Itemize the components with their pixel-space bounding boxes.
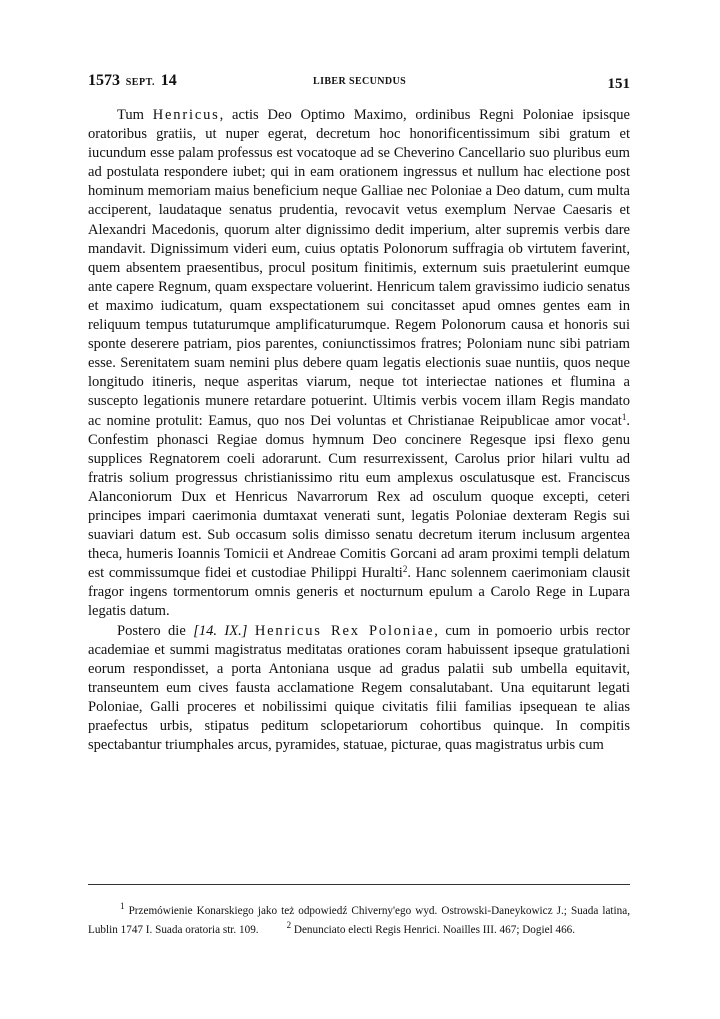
header-day: 14 — [160, 72, 177, 89]
footnote-2-mark: 2 — [286, 919, 292, 930]
running-header — [88, 72, 630, 94]
p1-text-1: Tum — [117, 107, 153, 123]
footnote-1-mark: 1 — [120, 901, 125, 911]
footnote-ref-1: 1 — [621, 411, 627, 422]
paragraph-2 — [88, 622, 630, 756]
header-year: 1573 — [88, 72, 120, 89]
footnote-divider — [88, 884, 630, 885]
p2-text-3: , cum in pomoerio urbis rector academiae et summi magistratus meditatas orationes coram habuissent ipseque gratulationi eorum respondisset, a porta Antoniana usque ad gradus palatii sub umbella equitavit, transeuntem eum cives fausta acclamatione Regem consalutabant. Una equitarunt legati Poloniae, Galli proceres et nobilissimi quique civitatis filii familias ipsequean te alias praefectus urbis, stipatus peditum sclopetariorum cohortibus quinque. In compitis spectabantur triumphales arcus, pyramides, statuae, picturae, quas magistratus urbis cum — [88, 622, 630, 754]
date-reference: [14. IX.] — [193, 622, 248, 639]
footnote-ref-2: 2 — [402, 564, 408, 575]
p2-text-1: Postero die — [117, 622, 194, 639]
header-title: LIBER SECUNDUS — [313, 76, 407, 87]
p2-text-2 — [247, 623, 254, 639]
main-text — [88, 106, 630, 755]
page-number: 151 — [607, 76, 630, 92]
name-henricus-rex: Henricus Rex Poloniae — [254, 622, 435, 639]
header-month: SEPT. — [125, 77, 156, 88]
name-henricus: Henricus — [152, 107, 220, 123]
footnote-2-text: Denunciato electi Regis Henrici. Noailles III. 467; Dogiel 466. — [293, 923, 576, 936]
footnote-1-text: Przemówienie Konarskiego jako też odpowiedź Chiverny'ego wyd. Ostrowski-Daneykowicz J.; Suada latina, Lublin 1747 I. Suada oratoria str. 109. — [88, 905, 631, 936]
footnotes — [88, 902, 630, 939]
header-date — [88, 72, 177, 90]
p1-text-4: . Hanc solennem caerimoniam clausit fragor ingens tormentorum omnis generis et nocturnum epulum a Carolo Rege in Lupara legatis datum. — [88, 565, 631, 620]
p1-text-2: , actis Deo Optimo Maximo, ordinibus Regni Poloniae ipsisque oratoribus gratiis, ut nuper egerat, decretum hoc honorificentissimum sibi gratum et iucundum esse palam professus est vocatoque ad se Cheverino Cancellario suo pluribus eum ad postulata respondere iubet; qui in eam orationem ingressus et nullum hac electione post hominum memoriam maius beneficium neque Galliae nec Poloniae a Deo datum, cum multa acciperent, laudataque senatus prudentia, revocavit vetus exemplum Nervae Caesaris et Alexandri Macedonis, quorum alter dignissimo dedit imperium, alter supremis verbis dare mandavit. Dignissimum videri eum, cuius optatis Polonorum suffragia ob virtutem faverint, quem absentem praesentibus, procul positum finitimis, externum suis praetulerint eumque ante capere Regnum, quam exspectare voluerint. Henricum talem gravissimo iudicio senatus et maximo iudicatum, quam exspectationem sui concitasset apud omnes gentes eam in reliquum tempus tutaturumque amplificaturumque. Regem Polonorum causa et honoris sui sponte deserere patriam, pios parentes, coniunctissimos fratres; Poloniam nunc sibi patriam esse. Serenitatem suam nemini plus debere quam legatis electionis suae nuntiis, quos neque longitudo itineris, neque asperitas viarum, neque tot interiectae nationes et flumina a suscepto legationis munere retardare potuerint. Ultimis verbis vocem illam Regis mandato ac nomine protulit: Eamus, quo nos Dei voluntas et Christianae Reipublicae amor vocat — [88, 107, 630, 429]
paragraph-1 — [88, 106, 630, 622]
p1-text-3: . Confestim phonasci Regiae domus hymnum Deo concinere Regesque ipsi flexo genu supplices Regnatorem coeli adorarunt. Cum resurrexissent, Carolus prior hilari vultu ad fratris solium progressus christianissimo ritu eum amplexus osculatusque est. Franciscus Alanconiorum Dux et Henricus Navarrorum Rex ad osculum quoque excepti, ceteri principes impari caerimonia dumtaxat venerati sunt, legatis Poloniae dexteram Regis sui suaviari datum est. Sub occasum solis dimisso senatu decretum iterum inclusum argentea theca, humeris Ioannis Tomicii et Andreae Comitis Gorcani ad aram proximi templi delatum est commissumque fidei et custodiae Philippi Huralti — [88, 412, 630, 582]
